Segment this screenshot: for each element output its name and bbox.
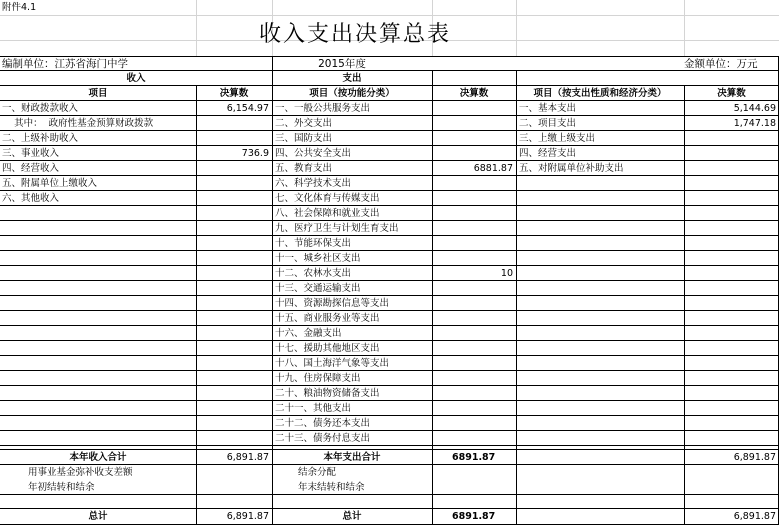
economic-row-label: 一、基本支出 xyxy=(519,103,577,114)
income-row-label: 一、财政拨款收入 xyxy=(2,103,79,114)
expense-section-header: 支出 xyxy=(342,73,362,84)
expense-total-label: 本年支出合计 xyxy=(323,452,381,463)
function-row-value: 10 xyxy=(500,268,513,279)
table-border-line xyxy=(0,325,779,326)
annex-label: 附件4.1 xyxy=(2,2,37,13)
function-row-label: 二、外交支出 xyxy=(275,118,333,129)
table-border-line xyxy=(432,70,433,524)
economic-grand-total-value: 6,891.87 xyxy=(733,511,776,522)
income-row-label: 三、事业收入 xyxy=(2,148,60,159)
fiscal-year: 2015年度 xyxy=(318,58,366,70)
function-row-label: 十、节能环保支出 xyxy=(275,238,352,249)
table-border-line xyxy=(0,160,779,161)
income-amount-header: 决算数 xyxy=(219,88,249,99)
function-row-label: 四、公共安全支出 xyxy=(275,148,352,159)
income-row-label: 其中： 政府性基金预算财政拨款 xyxy=(2,118,154,129)
reporting-unit: 编制单位：江苏省海门中学 xyxy=(2,58,128,70)
table-border-line xyxy=(0,400,779,401)
table-border-line xyxy=(0,340,779,341)
economic-row-label: 四、经营支出 xyxy=(519,148,577,159)
income-grand-total-label: 总计 xyxy=(88,511,108,522)
function-row-label: 十六、金融支出 xyxy=(275,328,342,339)
table-border-line xyxy=(0,250,779,251)
function-row-label: 二十一、其他支出 xyxy=(275,403,352,414)
function-row-label: 八、社会保障和就业支出 xyxy=(275,208,380,219)
grid-line xyxy=(516,0,517,56)
table-border-line xyxy=(0,145,779,146)
income-total-value: 6,891.87 xyxy=(226,452,269,463)
function-row-label: 二十二、债务还本支出 xyxy=(275,418,371,429)
table-border-line xyxy=(0,190,779,191)
income-row-label: 五、附属单位上缴收入 xyxy=(2,178,98,189)
function-row-label: 三、国防支出 xyxy=(275,133,333,144)
function-row-label: 十二、农林水支出 xyxy=(275,268,352,279)
function-row-label: 五、教育支出 xyxy=(275,163,333,174)
income-grand-total-value: 6,891.87 xyxy=(226,511,269,522)
expense-grand-total-value: 6891.87 xyxy=(452,511,496,522)
table-border-line xyxy=(0,524,779,525)
table-border-line xyxy=(0,205,779,206)
income-extra-surplus-fund: 用事业基金弥补收支差额 xyxy=(28,467,133,478)
table-border-line xyxy=(0,280,779,281)
income-row-value: 736.9 xyxy=(241,148,269,159)
page-title: 收入支出决算总表 xyxy=(258,22,451,47)
function-row-label: 十四、资源勘探信息等支出 xyxy=(275,298,390,309)
income-row-label: 二、上级补助收入 xyxy=(2,133,79,144)
grid-line xyxy=(0,15,779,16)
income-section-header: 收入 xyxy=(126,73,146,84)
function-row-label: 六、科学技术支出 xyxy=(275,178,352,189)
table-border-line xyxy=(0,430,779,431)
economic-total-value: 6,891.87 xyxy=(733,452,776,463)
expense-total-value: 6891.87 xyxy=(452,452,496,463)
expense-extra-surplus-distribution: 结余分配 xyxy=(298,467,337,478)
function-row-label: 二十、粮油物资储备支出 xyxy=(275,388,380,399)
income-row-value: 6,154.97 xyxy=(226,103,269,114)
table-border-line xyxy=(0,295,779,296)
table-border-line xyxy=(0,415,779,416)
table-border-line xyxy=(0,175,779,176)
function-row-label: 九、医疗卫生与计划生育支出 xyxy=(275,223,399,234)
function-item-header: 项目（按功能分类） xyxy=(309,88,395,99)
function-row-label: 七、文化体育与传媒支出 xyxy=(275,193,380,204)
function-row-label: 十五、商业服务业等支出 xyxy=(275,313,380,324)
function-row-label: 一、一般公共服务支出 xyxy=(275,103,371,114)
table-border-line xyxy=(0,310,779,311)
income-row-label: 六、其他收入 xyxy=(2,193,60,204)
expense-grand-total-label: 总计 xyxy=(342,511,362,522)
economic-row-label: 三、上缴上级支出 xyxy=(519,133,596,144)
function-row-value: 6881.87 xyxy=(473,163,513,174)
income-extra-opening-balance: 年初结转和结余 xyxy=(28,482,95,493)
table-border-line xyxy=(0,355,779,356)
economic-row-label: 五、对附属单位补助支出 xyxy=(519,163,624,174)
expense-extra-closing-balance: 年末结转和结余 xyxy=(298,482,365,493)
function-row-label: 十八、国土海洋气象等支出 xyxy=(275,358,390,369)
table-border-line xyxy=(0,494,779,495)
function-amount-header: 决算数 xyxy=(459,88,489,99)
table-border-line xyxy=(0,370,779,371)
table-border-line xyxy=(0,265,779,266)
function-row-label: 十一、城乡社区支出 xyxy=(275,253,361,264)
table-border-line xyxy=(0,385,779,386)
function-row-label: 十七、援助其他地区支出 xyxy=(275,343,380,354)
income-item-header: 项目 xyxy=(88,88,108,99)
income-row-label: 四、经营收入 xyxy=(2,163,60,174)
economic-row-value: 1,747.18 xyxy=(733,118,776,129)
economic-amount-header: 决算数 xyxy=(717,88,746,99)
grid-line xyxy=(684,0,685,56)
income-total-label: 本年收入合计 xyxy=(69,452,127,463)
table-border-line xyxy=(0,445,779,446)
currency-unit: 金额单位：万元 xyxy=(684,58,758,70)
table-border-line xyxy=(516,70,517,524)
economic-row-label: 二、项目支出 xyxy=(519,118,577,129)
function-row-label: 十九、住房保障支出 xyxy=(275,373,361,384)
function-row-label: 十三、交通运输支出 xyxy=(275,283,361,294)
function-row-label: 二十三、债务付息支出 xyxy=(275,433,371,444)
economic-item-header: 项目（按支出性质和经济分类） xyxy=(533,88,667,99)
economic-row-value: 5,144.69 xyxy=(733,103,776,114)
